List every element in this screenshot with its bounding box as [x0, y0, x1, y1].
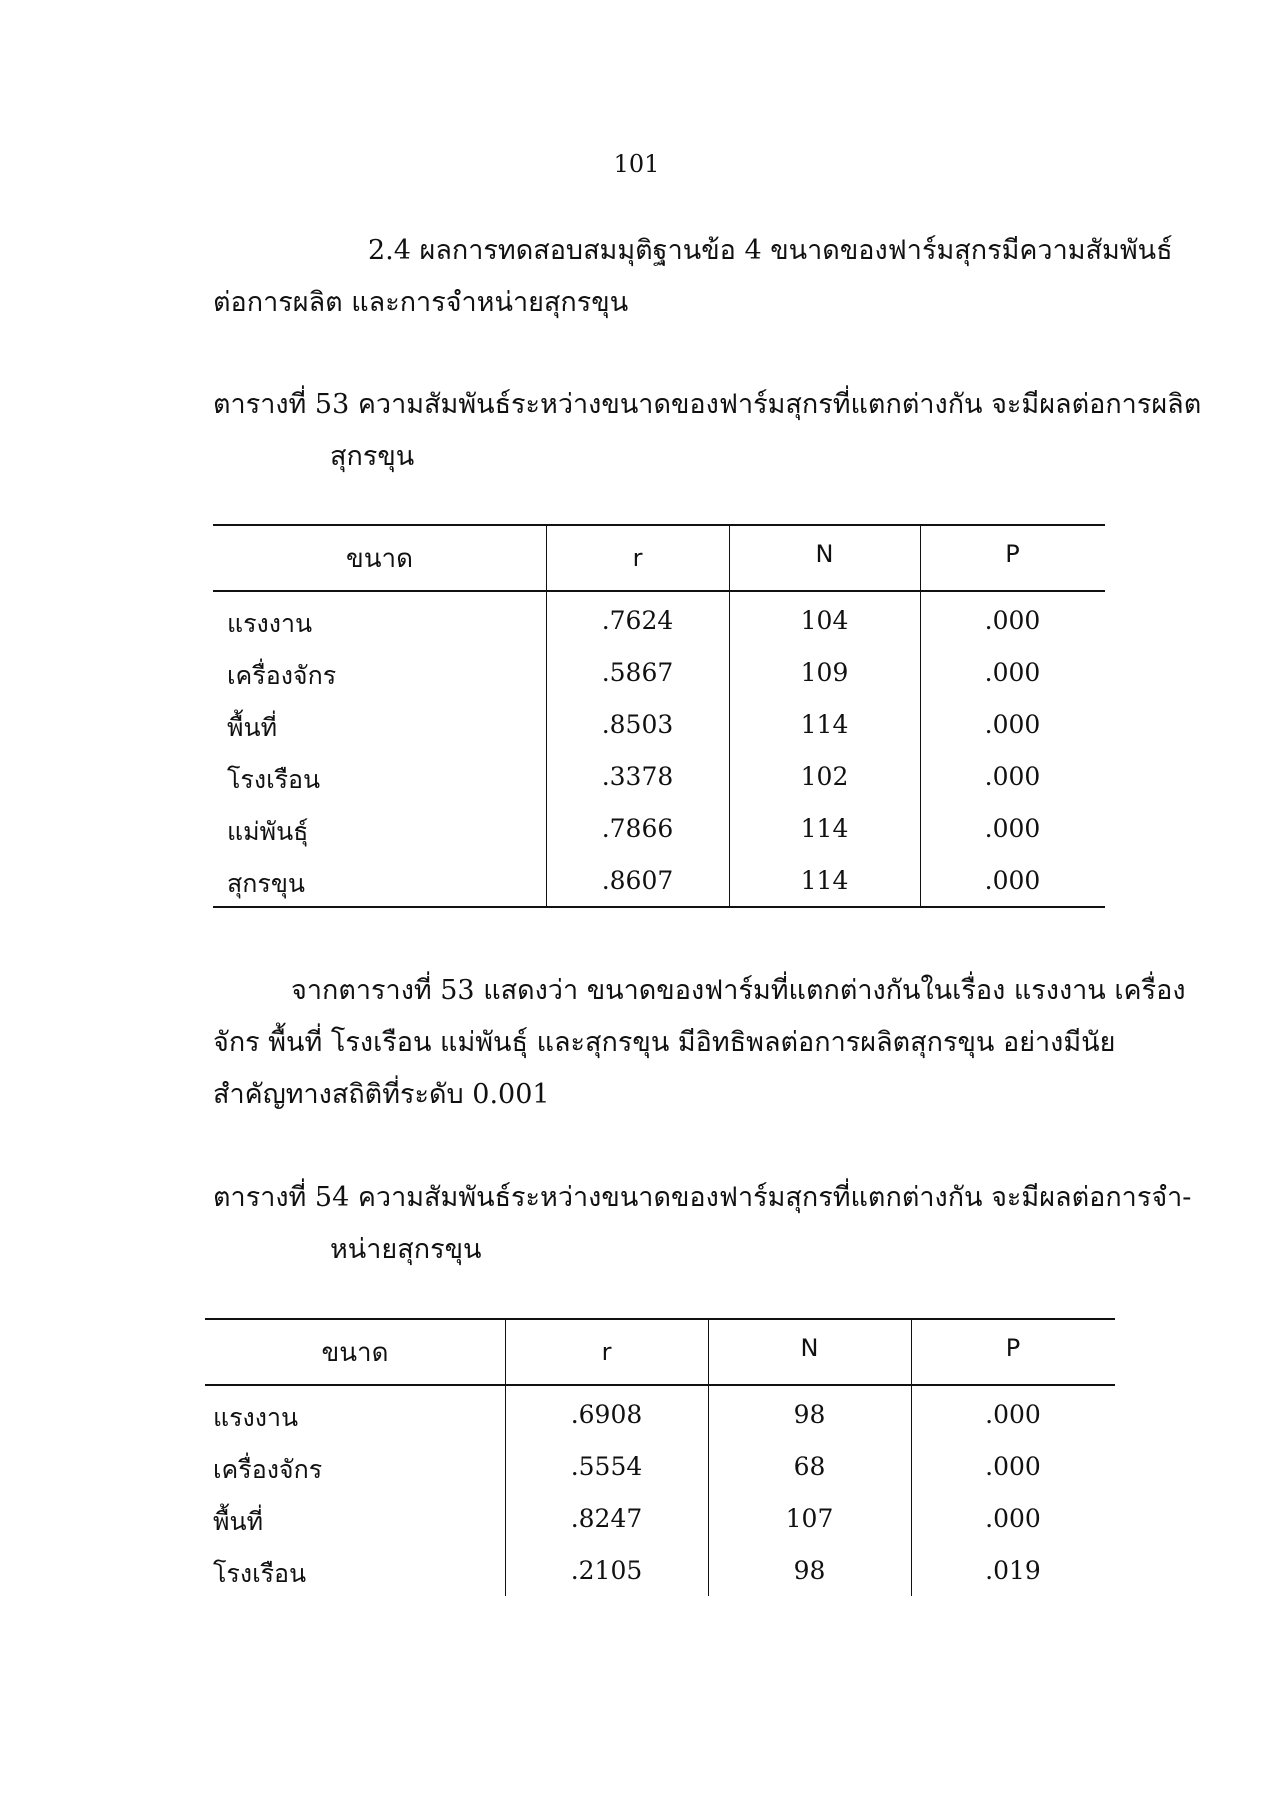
table53-row-label: แรงงาน: [227, 609, 313, 638]
table54-row-label: แรงงาน: [213, 1403, 299, 1432]
paragraph-line-3: สำคัญทางสถิติที่ระดับ 0.001: [213, 1079, 550, 1110]
table53-cell-p: .000: [984, 814, 1041, 843]
table54-caption-line-2: หน่ายสุกรขุน: [330, 1234, 482, 1265]
table53-cell-r: .7624: [601, 606, 674, 635]
table54-cell-p: .019: [985, 1556, 1041, 1585]
paragraph-line-2: จักร พื้นที่ โรงเรือน แม่พันธุ์ และสุกรขุน มีอิทธิพลต่อการผลิตสุกรขุน อย่างมีนัย: [213, 1027, 1116, 1058]
table53-cell-p: .000: [984, 606, 1041, 635]
table54-cell-p: .000: [985, 1504, 1041, 1533]
table53-header-n: N: [815, 540, 834, 568]
table53-bottom-rule: [213, 906, 1105, 908]
table53-caption-line-2: สุกรขุน: [330, 441, 415, 472]
table53-cell-r: .5867: [601, 658, 674, 687]
table53-cell-r: .7866: [601, 814, 674, 843]
page-number: 101: [613, 150, 660, 178]
table54-cell-p: .000: [985, 1452, 1041, 1481]
section-heading-line-2: ต่อการผลิต และการจำหน่ายสุกรขุน: [213, 287, 629, 318]
table53-cell-n: 102: [800, 762, 849, 791]
table54-row-label: โรงเรือน: [213, 1559, 307, 1588]
table53-caption-line-1: ตารางที่ 53 ความสัมพันธ์ระหว่างขนาดของฟาร์มสุกรที่แตกต่างกัน จะมีผลต่อการผลิต: [213, 389, 1202, 420]
table53-header-rule: [213, 590, 1105, 592]
table53-row-label: สุกรขุน: [227, 869, 306, 898]
table53-cell-n: 114: [800, 710, 849, 739]
table54-header-r: r: [601, 1338, 612, 1366]
table54-header-size: ขนาด: [321, 1338, 389, 1368]
table54-cell-n: 107: [785, 1504, 834, 1533]
table54-header-p: P: [1005, 1334, 1021, 1362]
paragraph-line-1: จากตารางที่ 53 แสดงว่า ขนาดของฟาร์มที่แตกต่างกันในเรื่อง แรงงาน เครื่อง: [291, 975, 1186, 1006]
table54-header-rule: [205, 1384, 1115, 1386]
table53-row-label: โรงเรือน: [227, 765, 321, 794]
table53-top-rule: [213, 524, 1105, 526]
table53-cell-n: 104: [800, 606, 849, 635]
table53-cell-r: .8503: [601, 710, 674, 739]
table53-header-r: r: [632, 544, 643, 572]
table53-cell-p: .000: [984, 658, 1041, 687]
table-53: [213, 524, 1105, 908]
table54-cell-r: .8247: [570, 1504, 643, 1533]
table53-header-size: ขนาด: [345, 544, 414, 574]
table54-cell-n: 98: [793, 1556, 826, 1585]
table53-cell-r: .8607: [601, 866, 674, 895]
table-54: [205, 1318, 1115, 1598]
table53-cell-p: .000: [984, 710, 1041, 739]
table54-caption-line-1: ตารางที่ 54 ความสัมพันธ์ระหว่างขนาดของฟาร์มสุกรที่แตกต่างกัน จะมีผลต่อการจำ-: [213, 1182, 1192, 1213]
table53-cell-n: 109: [800, 658, 849, 687]
table53-cell-n: 114: [800, 814, 849, 843]
table53-cell-r: .3378: [601, 762, 674, 791]
table53-header-p: P: [1005, 540, 1020, 568]
table53-cell-p: .000: [984, 762, 1041, 791]
table53-row-label: เครื่องจักร: [227, 661, 337, 690]
table54-cell-n: 68: [793, 1452, 826, 1481]
table54-cell-r: .5554: [570, 1452, 643, 1481]
table53-row-label: พื้นที่: [227, 713, 278, 742]
table54-header-n: N: [800, 1334, 819, 1362]
section-heading-line-1: 2.4 ผลการทดสอบสมมุติฐานข้อ 4 ขนาดของฟาร์มสุกรมีความสัมพันธ์: [368, 235, 1173, 266]
table54-cell-r: .6908: [570, 1400, 643, 1429]
table54-row-label: เครื่องจักร: [213, 1455, 323, 1484]
table54-row-label: พื้นที่: [213, 1507, 264, 1536]
table53-cell-n: 114: [800, 866, 849, 895]
table53-row-label: แม่พันธุ์: [227, 817, 309, 846]
table54-cell-n: 98: [793, 1400, 826, 1429]
table54-cell-r: .2105: [570, 1556, 643, 1585]
table53-cell-p: .000: [984, 866, 1041, 895]
table54-top-rule: [205, 1318, 1115, 1320]
table54-cell-p: .000: [985, 1400, 1041, 1429]
